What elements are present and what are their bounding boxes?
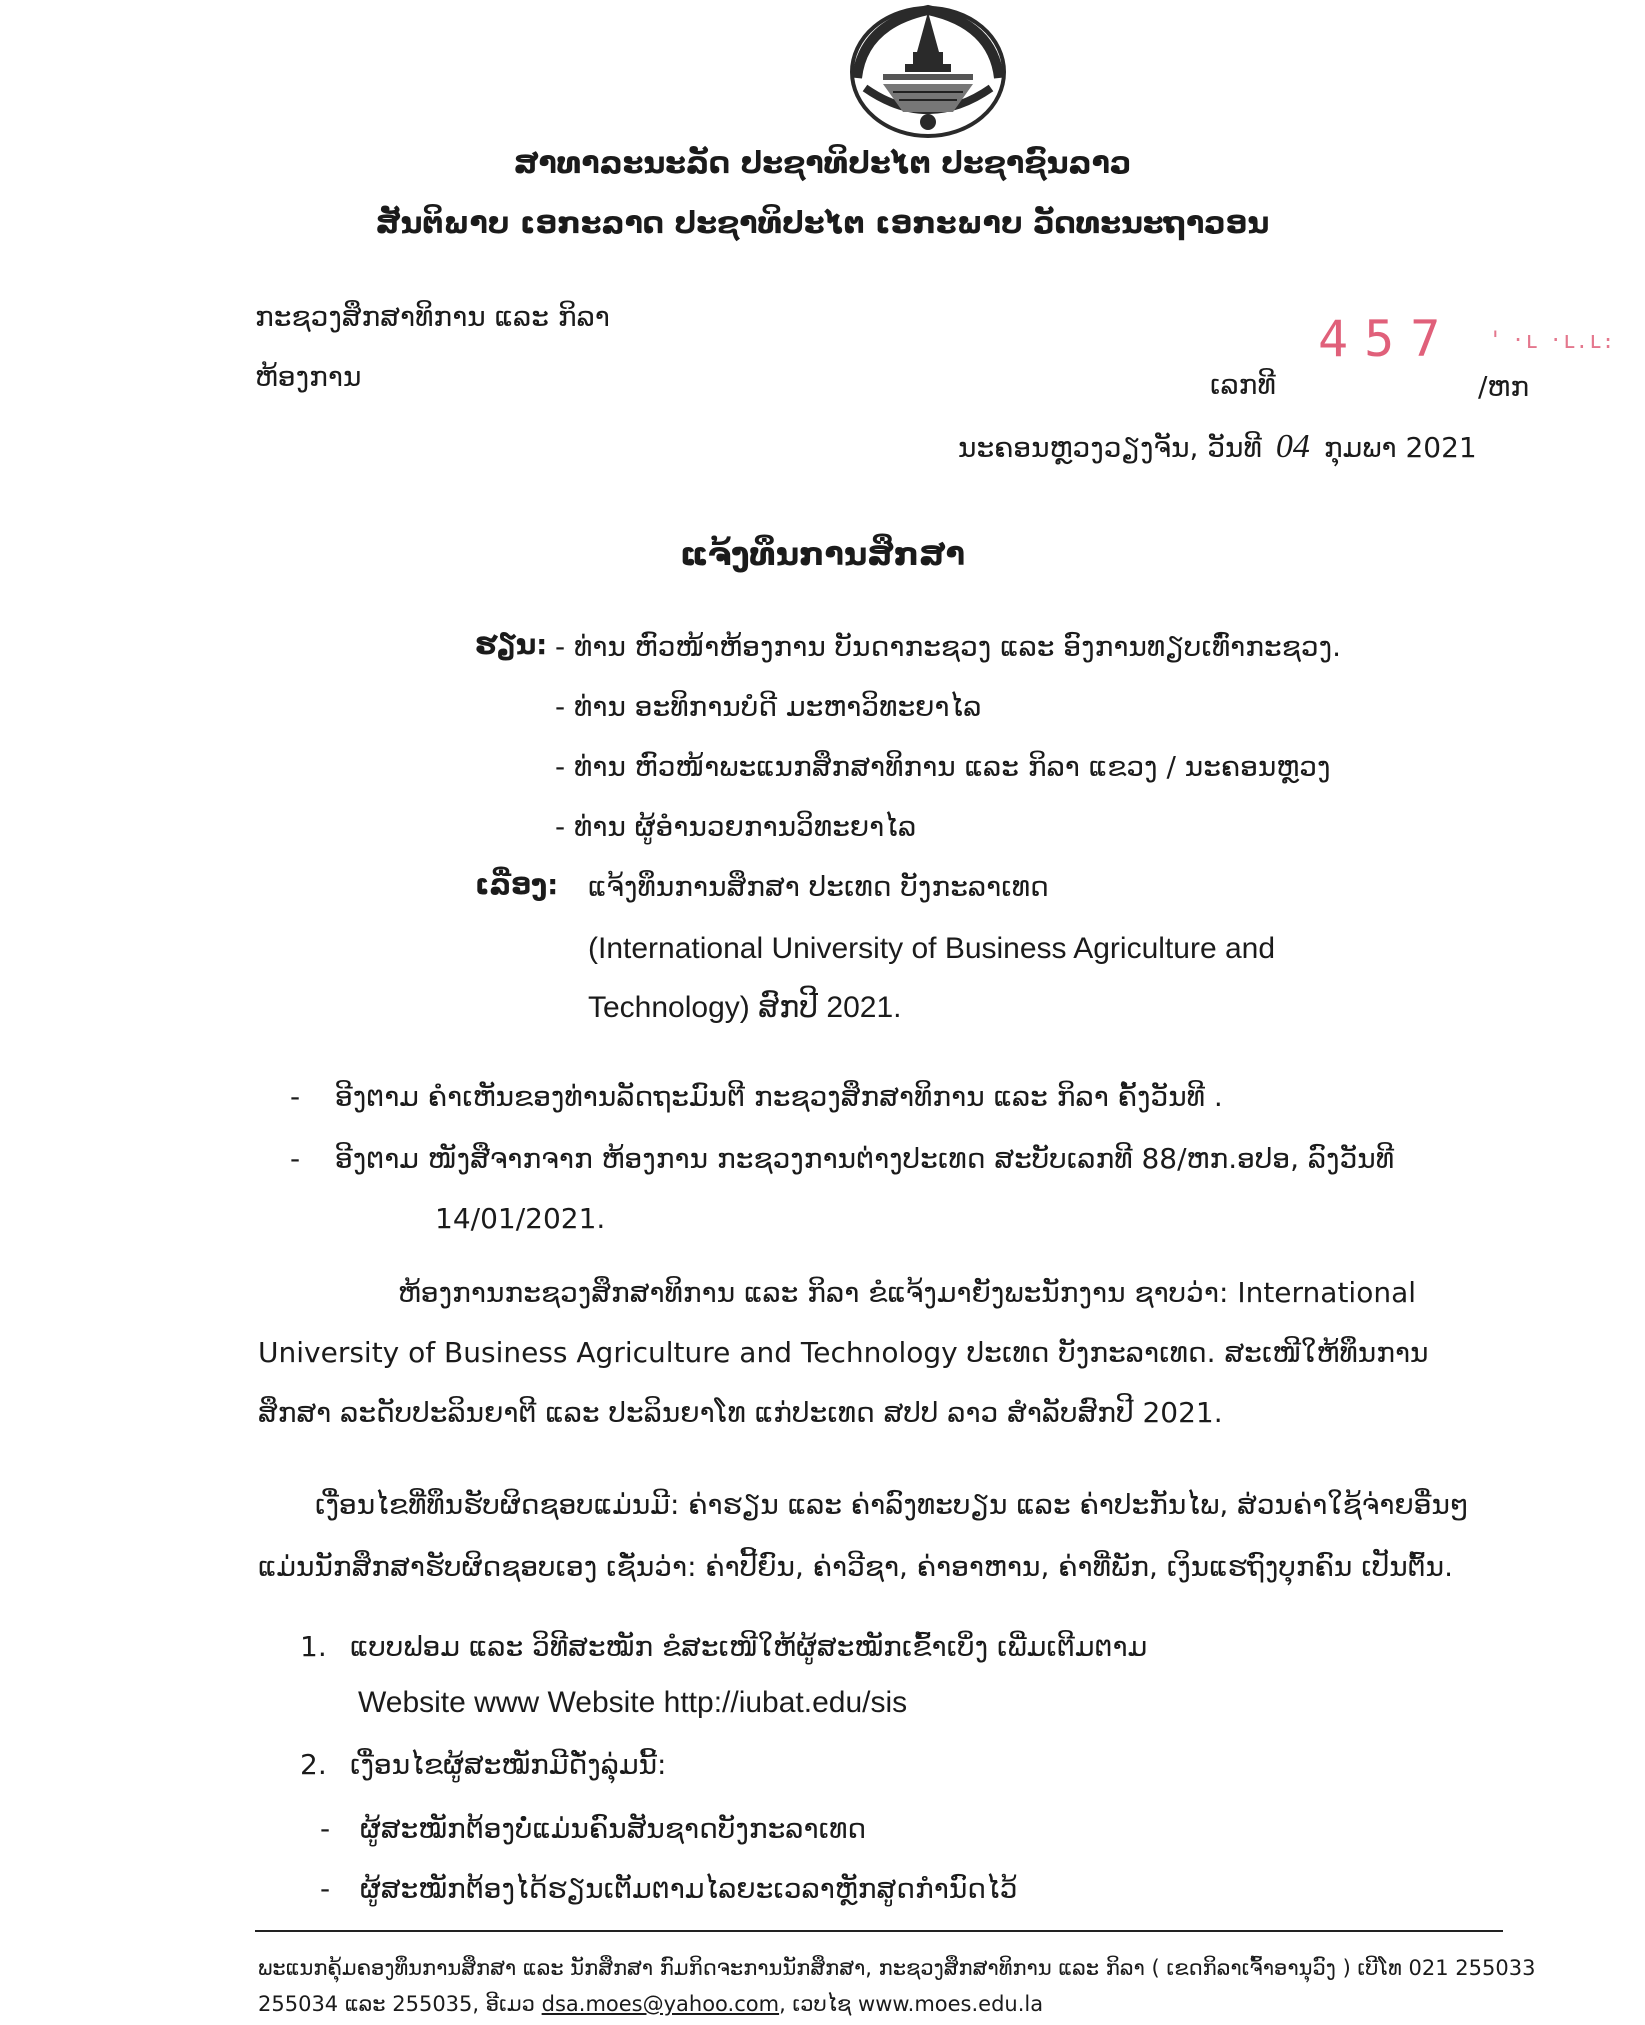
condition-item: ຜູ້ສະໝັກຕ້ອງໄດ້ຮຽນເຕັມຕາມໄລຍະເວລາຫຼັກສູດກໍານົດໄວ້	[360, 1872, 1018, 1905]
recipient-item: - ທ່ານ ຜູ້ອໍານວຍການວິທະຍາໄລ	[555, 810, 917, 843]
subject-line-3: Technology) ສົກປີ 2021.	[588, 991, 902, 1024]
reference-dash: -	[290, 1142, 301, 1175]
date-month-year: ກຸມພາ 2021	[1323, 431, 1477, 464]
recipient-item: - ທ່ານ ຫົວໜ້າພະແນກສຶກສາທິການ ແລະ ກິລາ ແຂວງ / ນະຄອນຫຼວງ	[555, 750, 1331, 783]
body-paragraph-1-line-3: ສຶກສາ ລະດັບປະລິນຍາຕີ ແລະ ປະລິນຍາໂທ ແກ່ປະເທດ ສປປ ລາວ ສໍາລັບສົກປີ 2021.	[258, 1396, 1223, 1429]
condition-dash: -	[320, 1872, 331, 1905]
footer-email-link[interactable]: dsa.moes@yahoo.com	[541, 1992, 780, 2016]
body-paragraph-1-line-2: University of Business Agriculture and Technology ປະເທດ ບັງກະລາເທດ. ສະເໜີໃຫ້ທຶນການ	[258, 1336, 1429, 1369]
reference-number-suffix: /ຫກ	[1478, 370, 1530, 403]
national-emblem	[843, 0, 1013, 140]
footer-divider	[255, 1930, 1503, 1932]
recipient-item: - ທ່ານ ຫົວໜ້າຫ້ອງການ ບັນດາກະຊວງ ແລະ ອົງການທຽບເທົ່າກະຊວງ.	[555, 630, 1341, 663]
footer-line-2	[258, 1992, 1043, 2016]
body-paragraph-1-line-1: ຫ້ອງການກະຊວງສຶກສາທິການ ແລະ ກິລາ ຂໍແຈ້ງມາຍັງພະນັກງານ ຊາບວ່າ: International	[398, 1276, 1417, 1309]
stamp-marks: ' ·ւ ·ւ.ւ։	[1492, 326, 1617, 354]
website-line: Website www Website http://iubat.edu/sis	[358, 1686, 908, 1719]
numbered-item-number: 2.	[300, 1748, 327, 1781]
numbered-item-number: 1.	[300, 1630, 327, 1663]
reference-number-label: ເລກທີ	[1210, 368, 1276, 401]
numbered-item-text: ເງື່ອນໄຂຜູ້ສະໝັກມີດັ່ງລຸ່ມນີ້:	[350, 1748, 667, 1781]
body-paragraph-2-line-1: ເງື່ອນໄຂທີ່ທຶນຮັບຜິດຊອບແມ່ນມີ: ຄ່າຮຽນ ແລະ ຄ່າລົງທະບຽນ ແລະ ຄ່າປະກັນໄພ, ສ່ວນຄ່າໃຊ້ຈ່າຍອື່ນໆ	[315, 1488, 1469, 1521]
recipients-label: ຮຽນ:	[475, 628, 548, 661]
date-line	[958, 428, 1477, 466]
recipient-item: - ທ່ານ ອະທິການບໍດີ ມະຫາວິທະຍາໄລ	[555, 690, 982, 723]
subject-line-2: (International University of Business Agriculture and	[588, 932, 1276, 965]
reference-number-stamp: 457	[1318, 310, 1457, 368]
reference-item: ອີງຕາມ ຄໍາເຫັນຂອງທ່ານລັດຖະມົນຕີ ກະຊວງສຶກສາທິການ ແລະ ກິລາ ຄັ້ງວັນທີ .	[335, 1080, 1223, 1113]
footer-line-1: ພະແນກຄຸ້ມຄອງທຶນການສຶກສາ ແລະ ນັກສຶກສາ ກົມກິດຈະການນັກສຶກສາ, ກະຊວງສຶກສາທິການ ແລະ ກິລາ ( ເຂດກິລາເຈົ້າອານຸວົງ ) ເບີໂທ 021 255033	[258, 1956, 1536, 1980]
footer-contact: 255034 ແລະ 255035, ອີເມວ	[258, 1992, 535, 2016]
office-name: ຫ້ອງການ	[255, 360, 362, 393]
reference-item: ອີງຕາມ ໜັງສືຈາກຈາກ ຫ້ອງການ ກະຊວງການຕ່າງປະເທດ ສະບັບເລກທີ 88/ຫກ.ອປອ, ລົງວັນທີ	[335, 1142, 1395, 1175]
condition-item: ຜູ້ສະໝັກຕ້ອງບໍ່ແມ່ນຄົນສັນຊາດບັງກະລາເທດ	[360, 1812, 867, 1845]
national-motto-header: ສັນຕິພາບ ເອກະລາດ ປະຊາທິປະໄຕ ເອກະພາບ ວັດທະນະຖາວອນ	[375, 206, 1270, 241]
reference-dash: -	[290, 1080, 301, 1113]
ministry-name: ກະຊວງສຶກສາທິການ ແລະ ກິລາ	[255, 300, 610, 333]
footer-website: , ເວບໄຊ www.moes.edu.la	[779, 1992, 1044, 2016]
condition-dash: -	[320, 1812, 331, 1845]
country-name-header: ສາທາລະນະລັດ ປະຊາທິປະໄຕ ປະຊາຊົນລາວ	[513, 146, 1132, 181]
body-paragraph-2-line-2: ແມ່ນນັກສຶກສາຮັບຜິດຊອບເອງ ເຊັ່ນວ່າ: ຄ່າປີ້ຍົນ, ຄ່າວີຊາ, ຄ່າອາຫານ, ຄ່າທີ່ພັກ, ເງິນແຮຖົງບຸກຄົນ ເປັນຕົ້ນ.	[258, 1550, 1453, 1583]
subject-line-1: ແຈ້ງທຶນການສຶກສາ ປະເທດ ບັງກະລາເທດ	[588, 870, 1049, 903]
document-title: ແຈ້ງທຶນການສຶກສາ	[680, 535, 965, 573]
numbered-item-text: ແບບຟອມ ແລະ ວິທີສະໝັກ ຂໍສະເໜີໃຫ້ຜູ້ສະໝັກເຂົ້າເບິ່ງ ເພີ່ມເຕີມຕາມ	[350, 1630, 1148, 1663]
date-prefix: ນະຄອນຫຼວງວຽງຈັນ, ວັນທີ	[958, 431, 1262, 464]
subject-label: ເລື່ອງ:	[475, 868, 559, 901]
reference-item-continuation: 14/01/2021.	[435, 1202, 606, 1235]
date-day: 04	[1275, 428, 1310, 465]
